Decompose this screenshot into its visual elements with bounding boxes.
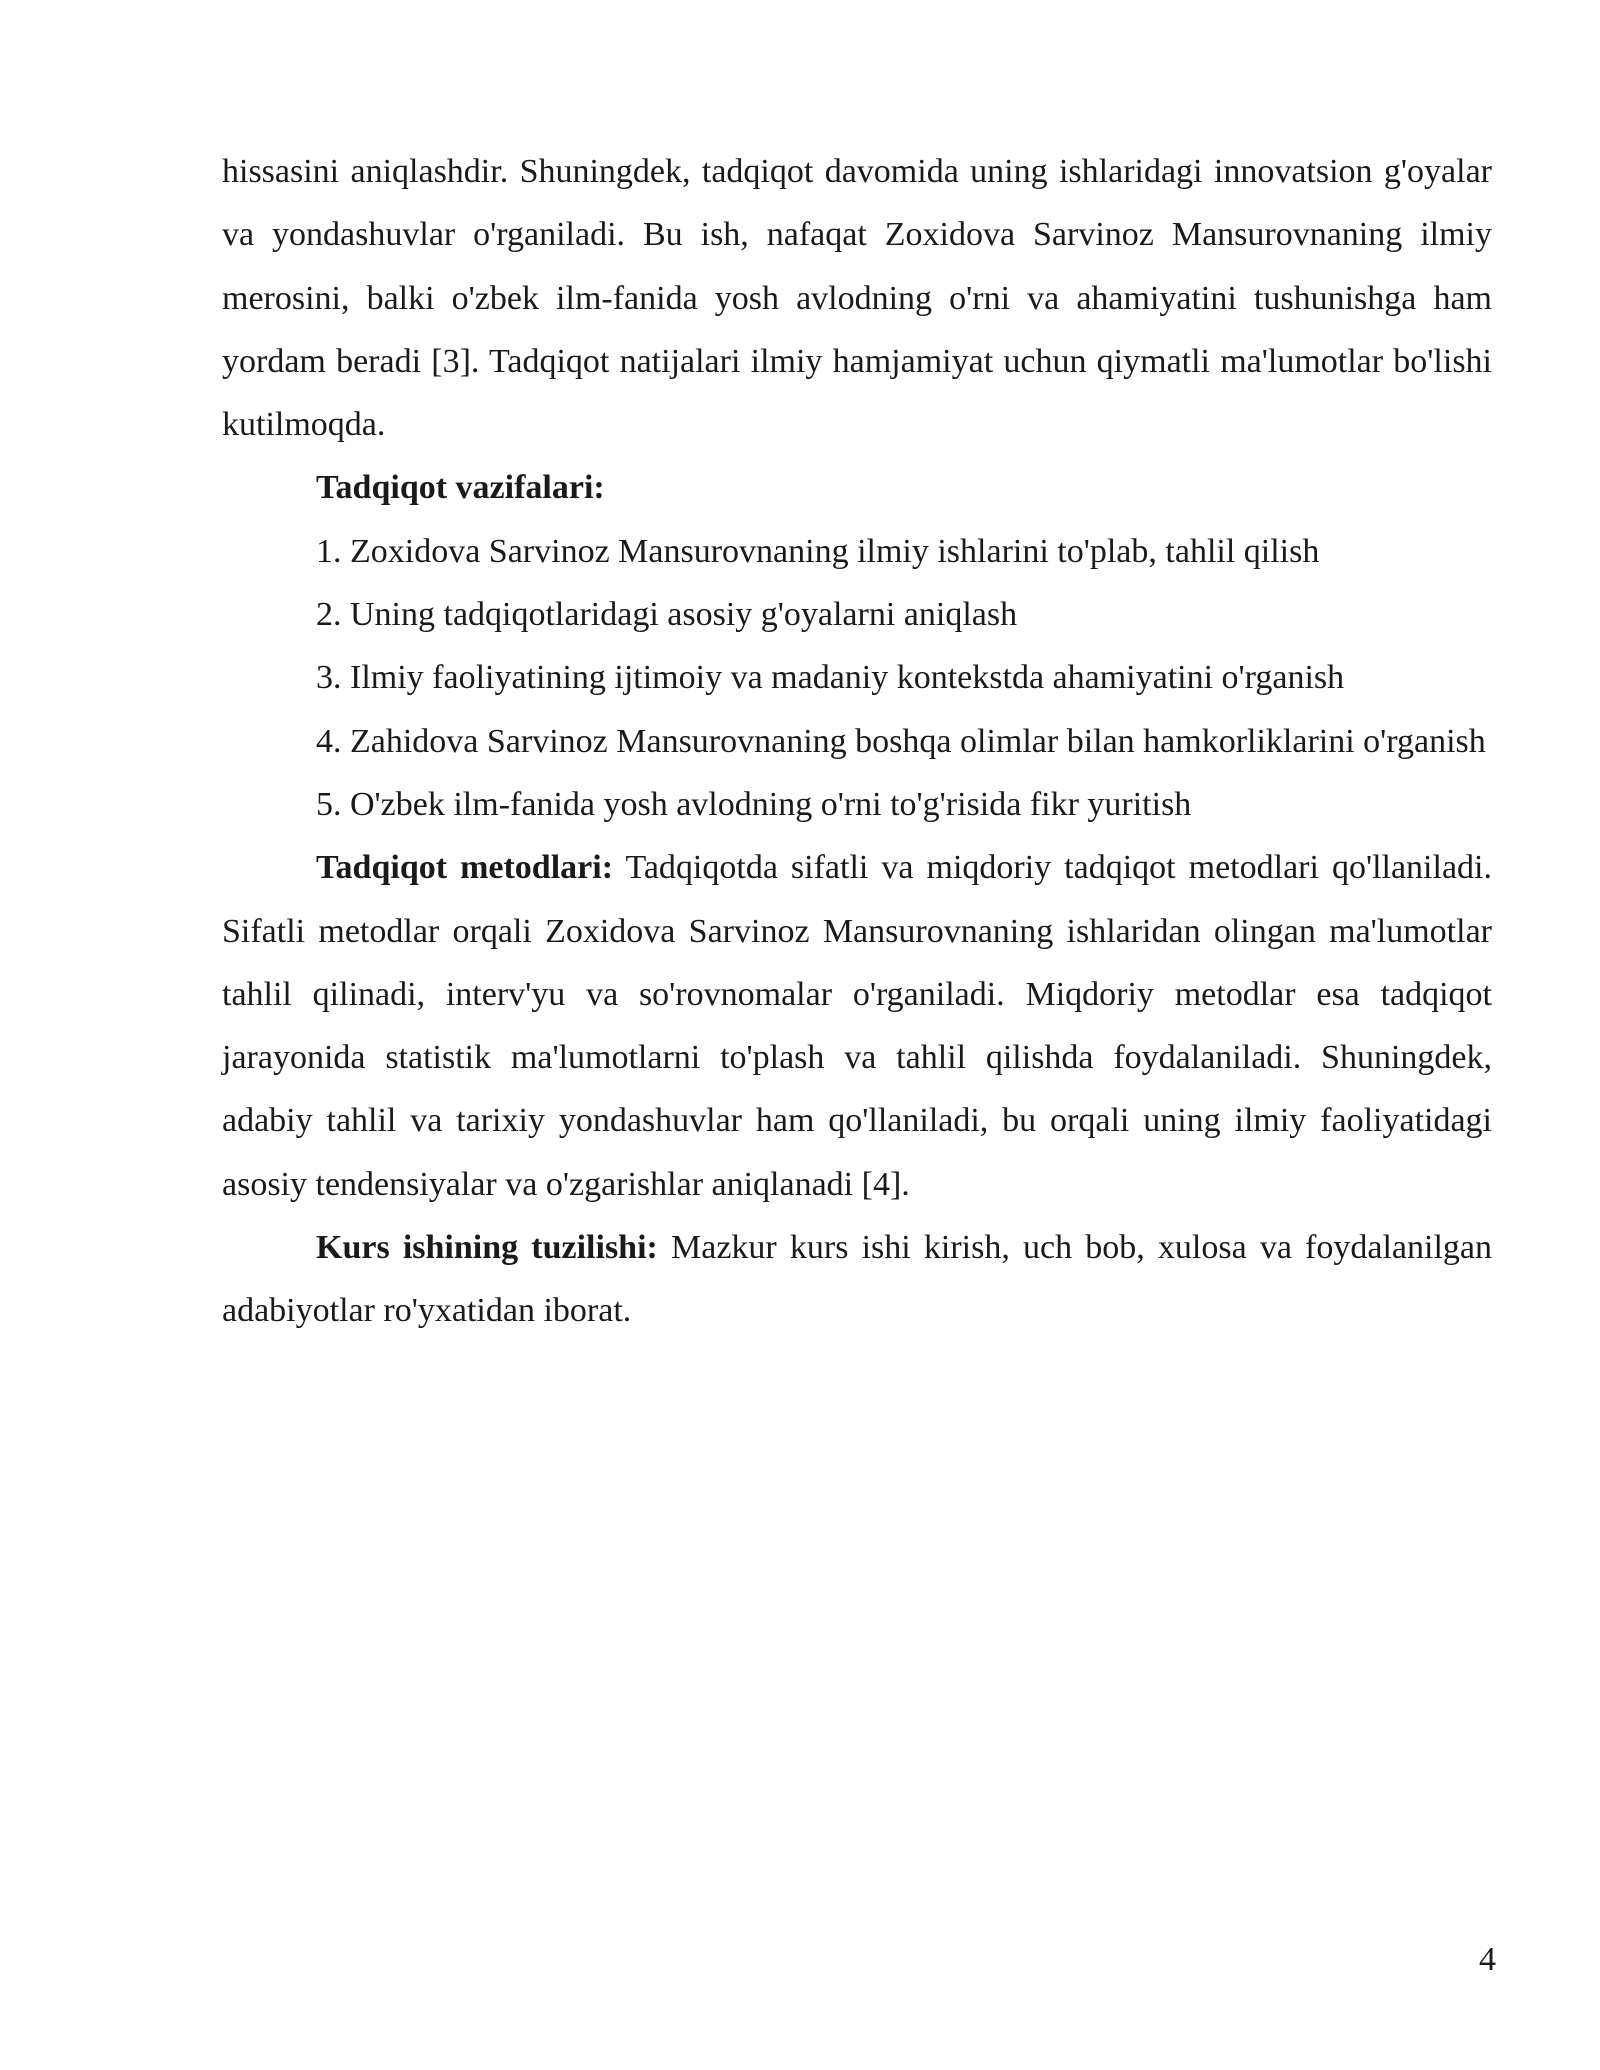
methods-heading: Tadqiqot metodlari:: [316, 849, 614, 887]
tasks-heading: Tadqiqot vazifalari:: [316, 469, 605, 507]
structure-text: Mazkur kurs ishi kirish, uch bob, xulosa va foydalanilgan adabiyotlar ro'yxatidan iborat.: [222, 1229, 1492, 1330]
methods-text: Tadqiqotda sifatli va miqdoriy tadqiqot metodlari qo'llaniladi. Sifatli metodlar orqali Zoxidova Sarvinoz Mansurovnaning ishlaridan olingan ma'lumotlar tahlil qilinadi, interv'yu va so'rovnomalar o'rganiladi. Miqdoriy metodlar esa tadqiqot jarayonida statistik ma'lumotlarni to'plash va tahlil qilishda foydalaniladi. Shuningdek, adabiy tahlil va tarixiy yondashuvlar ham qo'llaniladi, bu orqali uning ilmiy faoliyatidagi asosiy tendensiyalar va o'zgarishlar aniqlanadi [4].: [222, 849, 1492, 1203]
task-item: 3. Ilmiy faoliyatining ijtimoiy va madaniy kontekstda ahamiyatini o'rganish: [316, 659, 1345, 697]
task-item: 5. O'zbek ilm-fanida yosh avlodning o'rni to'g'risida fikr yuritish: [316, 785, 1192, 823]
methods-paragraph: [222, 836, 1492, 1216]
document-page: [222, 140, 1492, 1343]
tasks-section: [222, 456, 1492, 519]
page-number: 4: [1479, 1941, 1496, 1978]
task-item: 1. Zoxidova Sarvinoz Mansurovnaning ilmiy ishlarini to'plab, tahlil qilish: [316, 532, 1320, 570]
tasks-list: [222, 520, 1492, 836]
task-item: 2. Uning tadqiqotlaridagi asosiy g'oyalarni aniqlash: [316, 596, 1018, 634]
structure-paragraph: [222, 1216, 1492, 1343]
task-item: 4. Zahidova Sarvinoz Mansurovnaning boshqa olimlar bilan hamkorliklarini o'rganish: [316, 722, 1486, 760]
structure-heading: Kurs ishining tuzilishi:: [316, 1229, 658, 1267]
intro-paragraph: hissasini aniqlashdir. Shuningdek, tadqiqot davomida uning ishlaridagi innovatsion g'oyalar va yondashuvlar o'rganiladi. Bu ish, nafaqat Zoxidova Sarvinoz Mansurovnaning ilmiy merosini, balki o'zbek ilm-fanida yosh avlodning o'rni va ahamiyatini tushunishga ham yordam beradi [3]. Tadqiqot natijalari ilmiy hamjamiyat uchun qiymatli ma'lumotlar bo'lishi kutilmoqda.: [222, 153, 1492, 444]
